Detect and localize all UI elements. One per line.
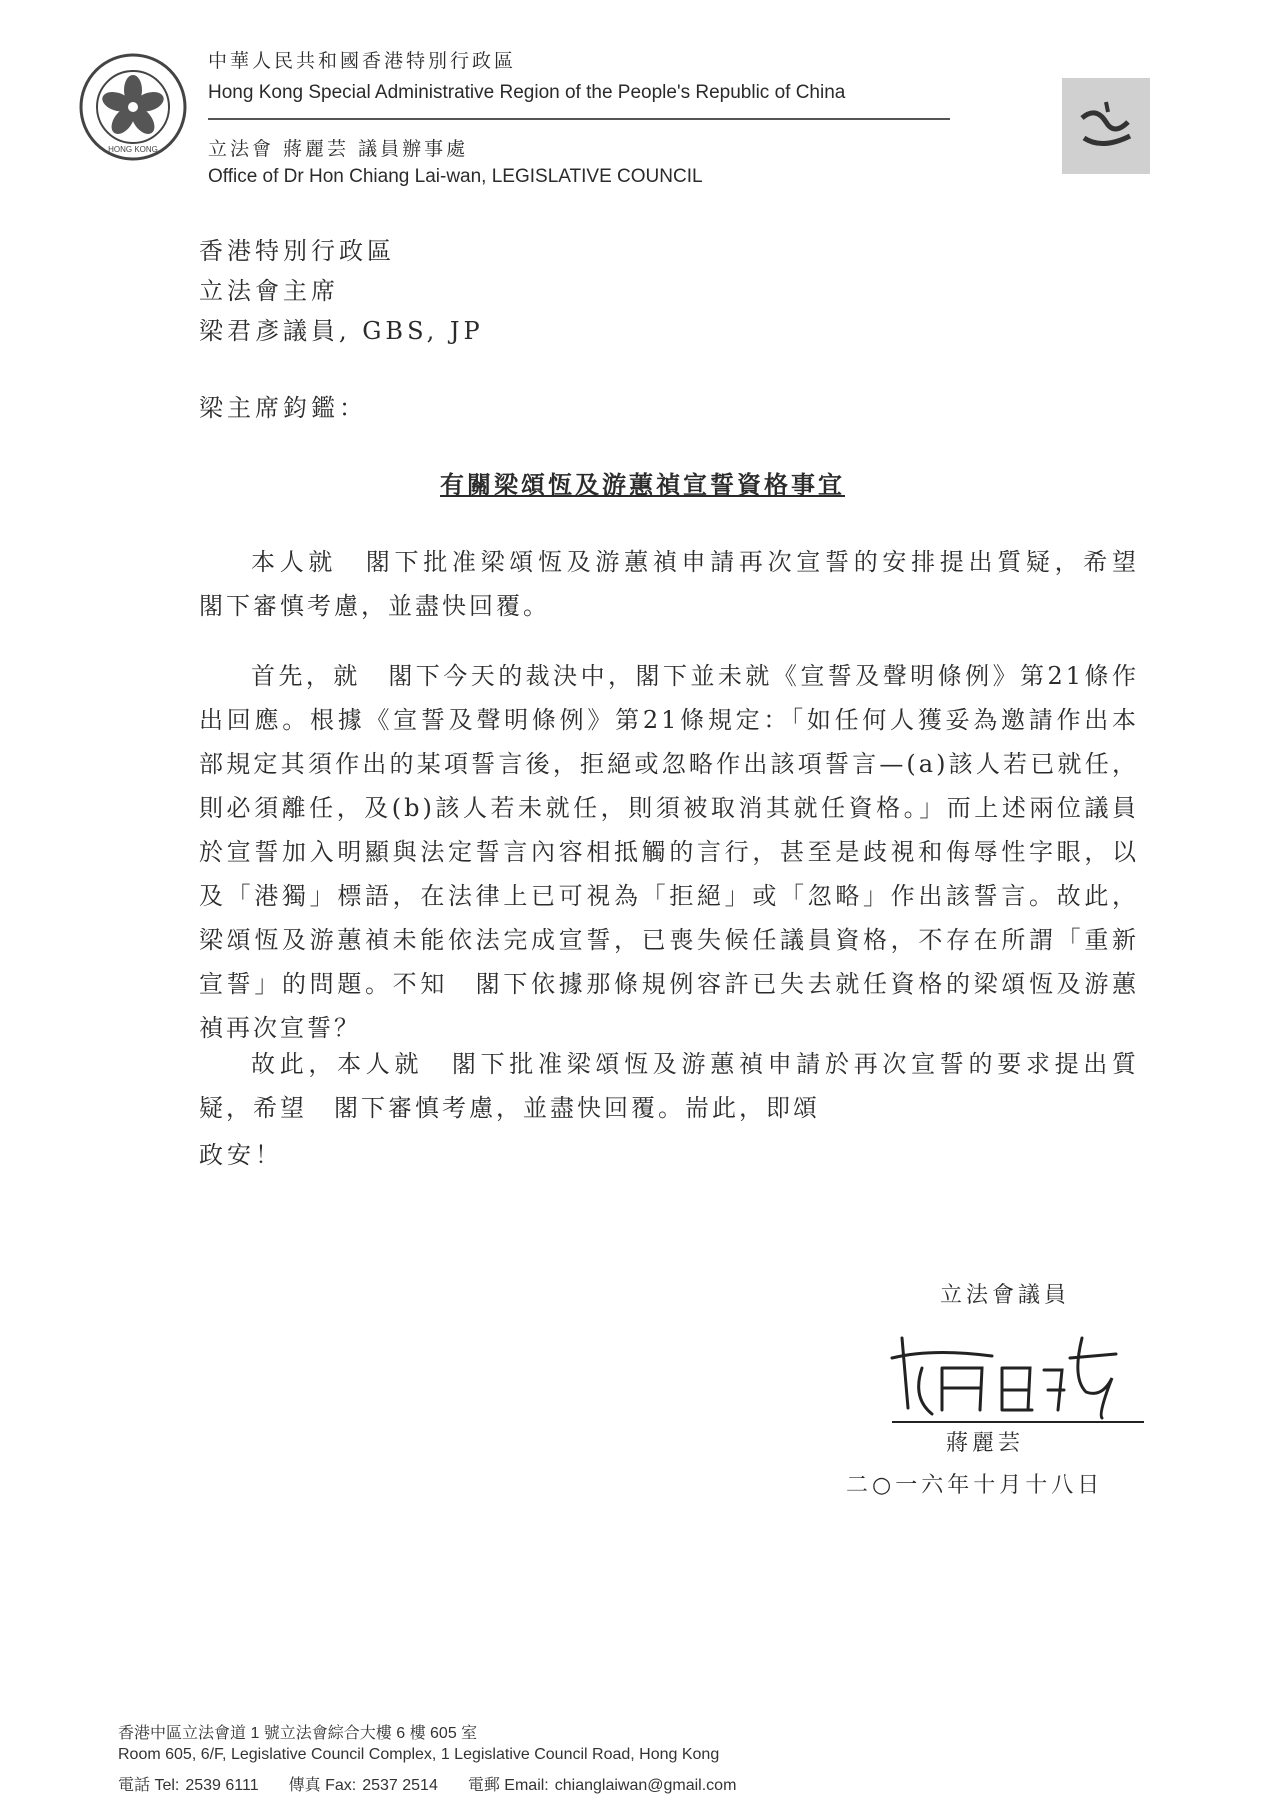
closing: 政安！ bbox=[199, 1141, 283, 1169]
letterhead-divider bbox=[208, 118, 950, 120]
office-name-en: Office of Dr Hon Chiang Lai-wan, LEGISLATIVE COUNCIL bbox=[208, 166, 703, 187]
tel-label: 電話 Tel: bbox=[118, 1777, 180, 1794]
fax-number: 2537 2514 bbox=[362, 1777, 438, 1794]
body-paragraph-2: 首先，就 閣下今天的裁決中，閣下並未就《宣誓及聲明條例》第21條作出回應。根據《宣誓及聲明條例》第21條規定：「如任何人獲妥為邀請作出本部規定其須作出的某項誓言後，拒絕或忽略作出該項誓言—(a)該人若已就任，則必須離任，及(b)該人若未就任，則須被取消其就任資格。」而上述兩位議員於宣誓加入明顯與法定誓言內容相抵觸的言行，甚至是歧視和侮辱性字眼，以及「港獨」標語，在法律上已可視為「拒絕」或「忽略」作出該誓言。故此，梁頌恆及游蕙禎未能依法完成宣誓，已喪失候任議員資格，不存在所謂「重新宣誓」的問題。不知 閣下依據那條規例容許已失去就任資格的梁頌恆及游蕙禎再次宣誓？ bbox=[199, 662, 1139, 1042]
signatory-name: 蔣麗芸 bbox=[946, 1431, 1025, 1456]
email-label: 電郵 Email: bbox=[467, 1777, 549, 1794]
letter-subject: 有關梁頌恆及游蕙禎宣誓資格事宜 bbox=[440, 470, 845, 499]
bauhinia-emblem-icon bbox=[78, 52, 188, 162]
letter-date: 二○一六年十月十八日 bbox=[846, 1473, 1104, 1498]
gov-name-zh: 中華人民共和國香港特別行政區 bbox=[208, 50, 517, 72]
salutation: 梁主席鈞鑑： bbox=[199, 394, 367, 422]
legco-logo-icon bbox=[1062, 78, 1150, 174]
addressee-line-1: 香港特別行政區 bbox=[199, 237, 395, 265]
footer-contacts bbox=[118, 1772, 736, 1795]
addressee-line-2: 立法會主席 bbox=[199, 277, 339, 305]
fax-label: 傳真 Fax: bbox=[288, 1777, 357, 1794]
office-name-zh: 立法會 蔣麗芸 議員辦事處 bbox=[208, 138, 469, 160]
footer-address-zh: 香港中區立法會道 1 號立法會綜合大樓 6 樓 605 室 bbox=[118, 1725, 478, 1742]
footer-address-en: Room 605, 6/F, Legislative Council Complex, 1 Legislative Council Road, Hong Kong bbox=[118, 1746, 720, 1763]
emblem-ring-text: HONG KONG bbox=[108, 145, 158, 154]
letterhead bbox=[208, 46, 968, 110]
body-paragraph-1: 本人就 閣下批准梁頌恆及游蕙禎申請再次宣誓的安排提出質疑，希望 閣下審慎考慮，並盡快回覆。 bbox=[199, 548, 1166, 620]
handwritten-signature bbox=[872, 1318, 1152, 1428]
addressee-line-3: 梁君彥議員, GBS, JP bbox=[199, 317, 484, 345]
email-link[interactable]: chianglaiwan@gmail.com bbox=[554, 1777, 737, 1794]
body-paragraph-3: 故此，本人就 閣下批准梁頌恆及游蕙禎申請於再次宣誓的要求提出質疑，希望 閣下審慎考慮，並盡快回覆。耑此，即頌 bbox=[199, 1050, 1139, 1122]
signatory-role: 立法會議員 bbox=[940, 1283, 1071, 1308]
legco-logo bbox=[1062, 78, 1150, 174]
gov-name-en: Hong Kong Special Administrative Region of the People's Republic of China bbox=[208, 82, 846, 103]
tel-number: 2539 6111 bbox=[185, 1777, 259, 1794]
